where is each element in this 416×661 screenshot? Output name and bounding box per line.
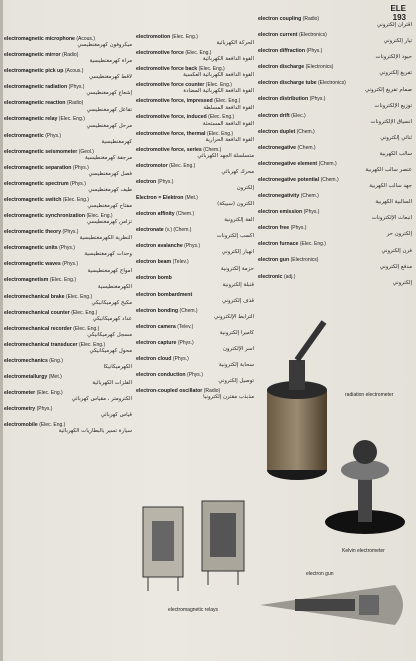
- entry-field: (Phys.): [72, 164, 89, 171]
- entry-translation: محرك كهربائي: [221, 168, 254, 175]
- entry-translation: مكبح كهرميكانيكي: [91, 299, 132, 306]
- entry-term: electromechanical brake: [4, 293, 65, 300]
- entry-translation: فرن إلكتروني: [381, 247, 412, 254]
- entry-translation: مفتاح كهرمغنطيسي: [87, 203, 132, 210]
- entry-term: electron coupling: [258, 16, 302, 22]
- entry-translation: انهيار إلكتروني: [221, 249, 254, 256]
- dictionary-entry: [258, 16, 412, 29]
- entry-translation: سحابة إلكترونية: [218, 362, 254, 369]
- entry-term: electron camera: [136, 323, 176, 330]
- entry-term: electromotion: [136, 34, 171, 40]
- entry-translation: القوة الدافعة المستحثة: [202, 120, 254, 127]
- entry-field: (Electronics): [290, 257, 319, 264]
- entry-field: (Elec. Eng.): [36, 390, 63, 397]
- dictionary-entry: [4, 310, 132, 323]
- dictionary-entry: [258, 64, 412, 77]
- entry-translation: ثنائي إلكتروني: [380, 134, 412, 141]
- dictionary-entry: [136, 34, 254, 47]
- entry-term: electromagnetism: [4, 277, 49, 284]
- dictionary-entry: [136, 195, 254, 208]
- entry-term: electron current: [258, 32, 298, 39]
- entry-field: (Elec. Eng.): [66, 293, 93, 300]
- entry-field: (Phys.): [187, 371, 203, 378]
- entry-term: electron discharge tube: [258, 80, 317, 87]
- entry-translation: الفلزات الكهربائية: [92, 380, 132, 387]
- dictionary-entry: [4, 261, 132, 274]
- entry-term: electron bonding: [136, 307, 179, 314]
- entry-field: (Phys.): [45, 132, 62, 139]
- dictionary-entry: [136, 163, 254, 176]
- entry-term: electronegative element: [258, 160, 318, 167]
- entry-translation: أكسب إلكترونات: [216, 233, 254, 240]
- entry-term: electromagnetic switch: [4, 196, 62, 203]
- dictionary-entry: [258, 113, 412, 126]
- entry-field: (Elec. Eng.): [214, 98, 241, 105]
- dictionary-entry: [258, 241, 412, 254]
- entry-term: electromechanical transducer: [4, 341, 78, 348]
- entry-field: (Radio): [302, 16, 320, 22]
- entry-translation: مرحل كهرمغنطيسي: [86, 122, 132, 129]
- entry-field: (v.) (Chem.): [165, 227, 192, 234]
- entry-term: electron furnace: [258, 241, 299, 248]
- entry-term: electronic: [258, 273, 283, 280]
- entry-translation: النظرية الكهرمغنطيسية: [79, 235, 132, 242]
- entry-field: (Phys.): [62, 229, 79, 236]
- entry-term: electromagnetic relay: [4, 116, 58, 123]
- entry-translation: الحركة الكهربائية: [216, 40, 254, 47]
- entry-translation: قنبلة إلكترونية: [222, 281, 254, 288]
- entry-field: (Eng.): [49, 357, 63, 364]
- entry-term: electrometer: [4, 390, 36, 397]
- entry-field: (Phys.): [172, 355, 189, 362]
- entry-translation: سيارة تسير بالبطاريات الكهربائية: [58, 428, 132, 435]
- entry-translation: مذبذب مقترن إلكترونيا: [203, 394, 254, 401]
- entry-term: electrometry: [4, 406, 36, 413]
- dictionary-entry: [4, 68, 132, 81]
- entry-term: electronate: [136, 227, 164, 234]
- entry-field: (Elec. Eng.): [171, 34, 198, 40]
- entry-field: (Elec. Eng.): [62, 196, 89, 203]
- entry-translation: الكترون (سبيكة): [217, 201, 254, 208]
- entry-translation: أسر الإلكترون: [222, 345, 254, 352]
- dictionary-entry: [258, 48, 412, 61]
- entry-translation: توزيع الإلكترونات: [374, 102, 412, 109]
- entry-term: electromechanics: [4, 357, 48, 364]
- dictionary-entry: [136, 50, 254, 63]
- dictionary-entry: [4, 36, 132, 49]
- entry-translation: تزامن كهرمغنطيسي: [86, 219, 132, 226]
- caption-radiation-electrometer: radiation electrometer: [345, 392, 394, 398]
- dictionary-entry: [136, 66, 254, 79]
- dictionary-entry: [258, 209, 412, 222]
- entry-term: electron emission: [258, 209, 303, 216]
- entry-term: electromechanical recorder: [4, 325, 72, 332]
- entry-translation: تفريغ إلكتروني: [379, 70, 412, 77]
- entry-field: (Radio): [61, 52, 79, 59]
- entry-field: (Met.): [48, 373, 62, 380]
- entry-field: (Chem.): [320, 176, 339, 183]
- dictionary-entry: [258, 161, 412, 174]
- dictionary-entry: [136, 114, 254, 127]
- dictionary-entry: [136, 211, 254, 224]
- dictionary-entry: [136, 388, 254, 401]
- entry-field: (Elec. Eng.): [299, 241, 326, 248]
- entry-term: electron free: [258, 225, 290, 232]
- dictionary-entry: [4, 116, 132, 129]
- entry-translation: إلكترون: [236, 185, 254, 192]
- entry-term: electromotive force counter: [136, 82, 205, 89]
- entry-term: electromagnetic seismometer: [4, 148, 78, 155]
- dictionary-entry: [258, 96, 412, 109]
- entry-translation: عنصر سالب الكهربية: [365, 167, 412, 174]
- entry-field: (Phys.): [177, 339, 194, 346]
- dictionary-entry: [4, 422, 132, 435]
- entry-field: (Phys.): [306, 48, 323, 55]
- dictionary-entry: [136, 147, 254, 160]
- entry-field: (Chem.): [296, 128, 315, 135]
- entry-term: electromotive force, impressed: [136, 98, 213, 105]
- entry-field: (Elec. Eng.): [206, 130, 234, 137]
- caption-electron-gun: electron gun: [306, 571, 334, 577]
- entry-translation: القوة الدافعة الحرارية: [205, 136, 254, 143]
- dictionary-entry: [4, 390, 132, 403]
- dictionary-entry: [258, 225, 412, 238]
- entry-field: (Chem.): [297, 144, 316, 151]
- entry-field: (Phys.): [70, 180, 86, 187]
- entry-term: electromagnetic microphone: [4, 36, 75, 42]
- entry-translation: السالبية الكهربية: [375, 199, 412, 206]
- entry-translation: إلكتروني: [392, 279, 412, 286]
- entry-translation: محول كهرميكانيكي: [89, 347, 132, 354]
- column-3: [258, 16, 412, 290]
- entry-translation: القوة الدافعة المسلطة: [203, 104, 254, 111]
- entry-translation: سالب الكهربية: [379, 150, 412, 157]
- entry-field: (Electronics): [298, 32, 327, 39]
- entry-translation: الكهرمغنطيسية: [97, 283, 132, 290]
- entry-translation: مسجل كهرميكانيكي: [87, 331, 132, 338]
- entry-field: (Chem.): [300, 193, 319, 200]
- entry-field: (Elec. Eng.): [71, 309, 98, 316]
- dictionary-entry: [4, 84, 132, 97]
- dictionary-entry: [136, 98, 254, 111]
- dictionary-entry: [4, 229, 132, 242]
- entry-translation: اقتران إلكتروني: [376, 22, 412, 29]
- entry-translation: وحدات كهرمغنطيسية: [84, 251, 132, 258]
- entry-term: electromotive force, induced: [136, 114, 207, 121]
- entry-term: electron-coupled oscillator: [136, 388, 203, 395]
- electron-gun-illustration: [255, 575, 413, 635]
- section-heading: ELE: [390, 4, 406, 13]
- dictionary-entry: [258, 177, 412, 190]
- entry-translation: فصل كهرمغنطيسي: [88, 170, 132, 177]
- entry-field: (Telev.): [177, 323, 194, 330]
- entry-translation: حيود الإلكترونات: [375, 54, 412, 61]
- entry-field: (Elec. Eng.): [58, 116, 85, 123]
- binding-edge: [0, 0, 3, 661]
- entry-term: electromagnetic waves: [4, 261, 61, 268]
- entry-translation: الكهرميكانيكا: [103, 364, 132, 371]
- dictionary-entry: [136, 308, 254, 321]
- dictionary-entry: [258, 257, 412, 270]
- dictionary-entry: [136, 259, 254, 272]
- entry-term: electron drift: [258, 112, 290, 119]
- dictionary-entry: [4, 277, 132, 290]
- entry-field: (Chem.): [179, 307, 198, 314]
- entry-translation: طيف كهرمغنطيسي: [88, 187, 132, 194]
- entry-translation: إشعاع كهرمغنطيسي: [86, 90, 132, 97]
- entry-translation: انبعاث الإلكترونات: [371, 215, 412, 222]
- entry-field: (Met.): [184, 194, 198, 201]
- entry-field: (Phys.): [303, 209, 320, 216]
- entry-term-row: [136, 98, 254, 104]
- entry-term: electron discharge: [258, 64, 305, 71]
- page-number: 193: [392, 13, 406, 22]
- entry-field: (Acous.): [64, 68, 84, 75]
- entry-translation: القوة الدافعة الكهربائية: [202, 56, 254, 63]
- dictionary-entry: [258, 274, 412, 287]
- entry-field: (Phys.): [184, 243, 201, 250]
- entry-term: electron avalanche: [136, 243, 183, 250]
- entry-field: (Phys.): [36, 406, 53, 413]
- entry-term: electromobile: [4, 422, 38, 429]
- entry-term: electromotive force, series: [136, 146, 202, 153]
- dictionary-entry: [4, 149, 132, 162]
- entry-term: electromotive force: [136, 50, 184, 57]
- entry-term: electron beam: [136, 259, 172, 266]
- dictionary-entry: [258, 32, 412, 45]
- dictionary-entry: [4, 52, 132, 65]
- entry-translation: انسياق الإلكترونات: [370, 118, 412, 125]
- dictionary-entry: [4, 406, 132, 419]
- entry-term: electromagnetic reaction: [4, 100, 66, 107]
- dictionary-entry: [136, 372, 254, 385]
- entry-translation: متسلسلة الجهد الكهربائي: [197, 152, 254, 159]
- dictionary-entry: [4, 326, 132, 339]
- entry-field: (Elec. Eng.): [73, 325, 100, 332]
- entry-translation: حزمة إلكترونية: [220, 265, 254, 272]
- dictionary-entry: [4, 342, 132, 355]
- entry-term: electronegative potential: [258, 176, 320, 183]
- entry-field: (Phys.): [290, 225, 307, 232]
- entry-field: (Radio): [66, 100, 84, 107]
- dictionary-entry: [258, 80, 412, 93]
- entry-translation: مرجفة كهرمغنطيسية: [84, 154, 132, 161]
- dictionary-entry: [4, 165, 132, 178]
- entry-term: electromagnetic pick up: [4, 68, 64, 75]
- entry-translation: كاميرا إلكترونية: [219, 329, 254, 336]
- entry-term: electromotor: [136, 162, 168, 169]
- entry-translation: كهرمغنطيسية: [101, 138, 132, 145]
- entry-term: electron gun: [258, 257, 290, 264]
- entry-field: (Elec. Eng.): [86, 213, 113, 220]
- entry-translation: إلكترون حر: [386, 231, 412, 238]
- entry-term: electron bomb: [136, 275, 172, 282]
- entry-translation: ميكروفون كهرمغنطيسي: [77, 42, 132, 49]
- dictionary-entry: [136, 275, 254, 288]
- entry-translation: مرآة كهرمغنطيسية: [89, 58, 132, 65]
- entry-term: electron diffraction: [258, 48, 305, 55]
- entry-term: electronegativity: [258, 193, 300, 200]
- entry-field: (Phys.): [157, 178, 174, 185]
- entry-translation: تفاعل كهرمغنطيسي: [86, 106, 132, 113]
- entry-term: electromagnetic separation: [4, 164, 72, 171]
- entry-field: (Radio): [203, 388, 221, 395]
- entry-translation: مدفع إلكتروني: [379, 263, 412, 270]
- entry-translation: جهد سالب الكهربية: [369, 183, 412, 190]
- entry-term: electron affinity: [136, 211, 175, 218]
- entry-translation: أمواج كهرمغنطيسية: [87, 267, 132, 274]
- dictionary-entry: [258, 193, 412, 206]
- dictionary-entry: [4, 197, 132, 210]
- entry-term: Electron = Elektron: [136, 194, 184, 201]
- kelvin-electrometer-illustration: [320, 430, 410, 540]
- entry-term: electron conduction: [136, 371, 186, 378]
- entry-field: (Elec. Eng.): [205, 82, 232, 89]
- entry-term: electromagnetic: [4, 132, 44, 139]
- dictionary-entry: [4, 133, 132, 146]
- entry-term: electronegative: [258, 144, 297, 151]
- entry-term: electromotive force back: [136, 66, 198, 73]
- dictionary-entry: [258, 145, 412, 158]
- dictionary-entry: [136, 340, 254, 353]
- column-1: [4, 36, 132, 438]
- dictionary-entry: [136, 131, 254, 144]
- entry-field: (Elec. Eng.): [39, 422, 66, 429]
- dictionary-entry: [136, 227, 254, 240]
- entry-field: (Chem.): [176, 211, 195, 218]
- entry-translation: لاقط كهرمغنطيسي: [89, 74, 132, 81]
- entry-field: (Phys.): [59, 245, 75, 252]
- caption-kelvin-electrometer: Kelvin electrometer: [342, 548, 385, 554]
- dictionary-entry: [258, 129, 412, 142]
- dictionary-entry: [136, 243, 254, 256]
- entry-term: electron cloud: [136, 355, 172, 362]
- entry-field: (adj.): [283, 273, 296, 280]
- entry-term: electromagnetic synchronization: [4, 213, 86, 220]
- entry-term: electromagnetic units: [4, 245, 58, 252]
- entry-field: (Chem.): [318, 160, 337, 167]
- entry-term: electron distribution: [258, 96, 309, 103]
- entry-translation: عداد كهرميكانيكي: [92, 315, 132, 322]
- dictionary-entry: [4, 245, 132, 258]
- entry-translation: تيار إلكتروني: [383, 38, 412, 45]
- entry-field: (Telev.): [172, 259, 189, 266]
- entry-translation: القوة الدافعة الكهربائية المضادة: [183, 88, 254, 95]
- entry-field: (Acous.): [76, 36, 95, 42]
- entry-field: (Phys.): [62, 261, 79, 268]
- entry-term: electron duplet: [258, 128, 296, 135]
- entry-term: electron capture: [136, 339, 177, 346]
- entry-term: electron bombardment: [136, 291, 193, 298]
- entry-field: (Elec.): [291, 112, 306, 119]
- entry-field: (Chem.): [203, 146, 222, 153]
- dictionary-entry: [136, 356, 254, 369]
- dictionary-entry: [4, 294, 132, 307]
- dictionary-entry: [4, 181, 132, 194]
- dictionary-entry: [136, 324, 254, 337]
- dictionary-entry: [4, 358, 132, 371]
- dictionary-entry: [4, 213, 132, 226]
- entry-translation: الترابط الإلكتروني: [214, 313, 254, 320]
- entry-translation: الكترومتر ، مقياس كهربائي: [71, 396, 132, 403]
- entry-field: (Electronics): [305, 64, 334, 71]
- entry-field: (Elec. Eng.): [208, 114, 235, 121]
- entry-translation: قياس كهربائي: [100, 412, 132, 419]
- entry-field: (Elec. Eng.): [78, 341, 106, 348]
- entry-translation: صمام تفريغ إلكتروني: [365, 86, 412, 93]
- entry-field: (Elec. Eng.): [49, 277, 76, 284]
- entry-term: electron: [136, 178, 157, 185]
- entry-term: electromagnetic radiation: [4, 84, 68, 91]
- entry-term: electromechanical counter: [4, 309, 70, 316]
- dictionary-entry: [136, 179, 254, 192]
- dictionary-entry: [136, 82, 254, 95]
- entry-term: electromotive force, thermal: [136, 130, 206, 137]
- entry-term: electromagnetic mirror: [4, 52, 61, 59]
- dictionary-entry: [4, 100, 132, 113]
- entry-field: (Geol.): [78, 148, 94, 155]
- entry-term: electrometallurgy: [4, 373, 48, 380]
- dictionary-entry: [4, 374, 132, 387]
- entry-translation: ألفة إلكترونية: [224, 217, 254, 224]
- entry-translation: توصيل إلكتروني: [218, 378, 254, 385]
- entry-field: (Phys.): [68, 84, 85, 91]
- entry-field: (Phys.): [309, 96, 326, 103]
- column-2: [136, 34, 254, 404]
- entry-field: (Electronics): [317, 80, 346, 87]
- entry-field: (Elec. Eng.): [169, 162, 196, 169]
- electromagnetic-relays-illustration: [138, 495, 258, 605]
- entry-field: (Elec. Eng.): [198, 66, 225, 73]
- entry-term: electromagnetic theory: [4, 229, 62, 236]
- entry-field: (Elec. Eng.): [185, 50, 212, 57]
- entry-term: electromagnetic spectrum: [4, 180, 69, 187]
- caption-electromagnetic-relays: electromagnetic relays: [168, 607, 219, 613]
- entry-translation: قذف إلكتروني: [221, 297, 254, 304]
- entry-translation: القوة الدافعة الكهربائية العكسية: [183, 72, 254, 79]
- dictionary-entry: [136, 292, 254, 305]
